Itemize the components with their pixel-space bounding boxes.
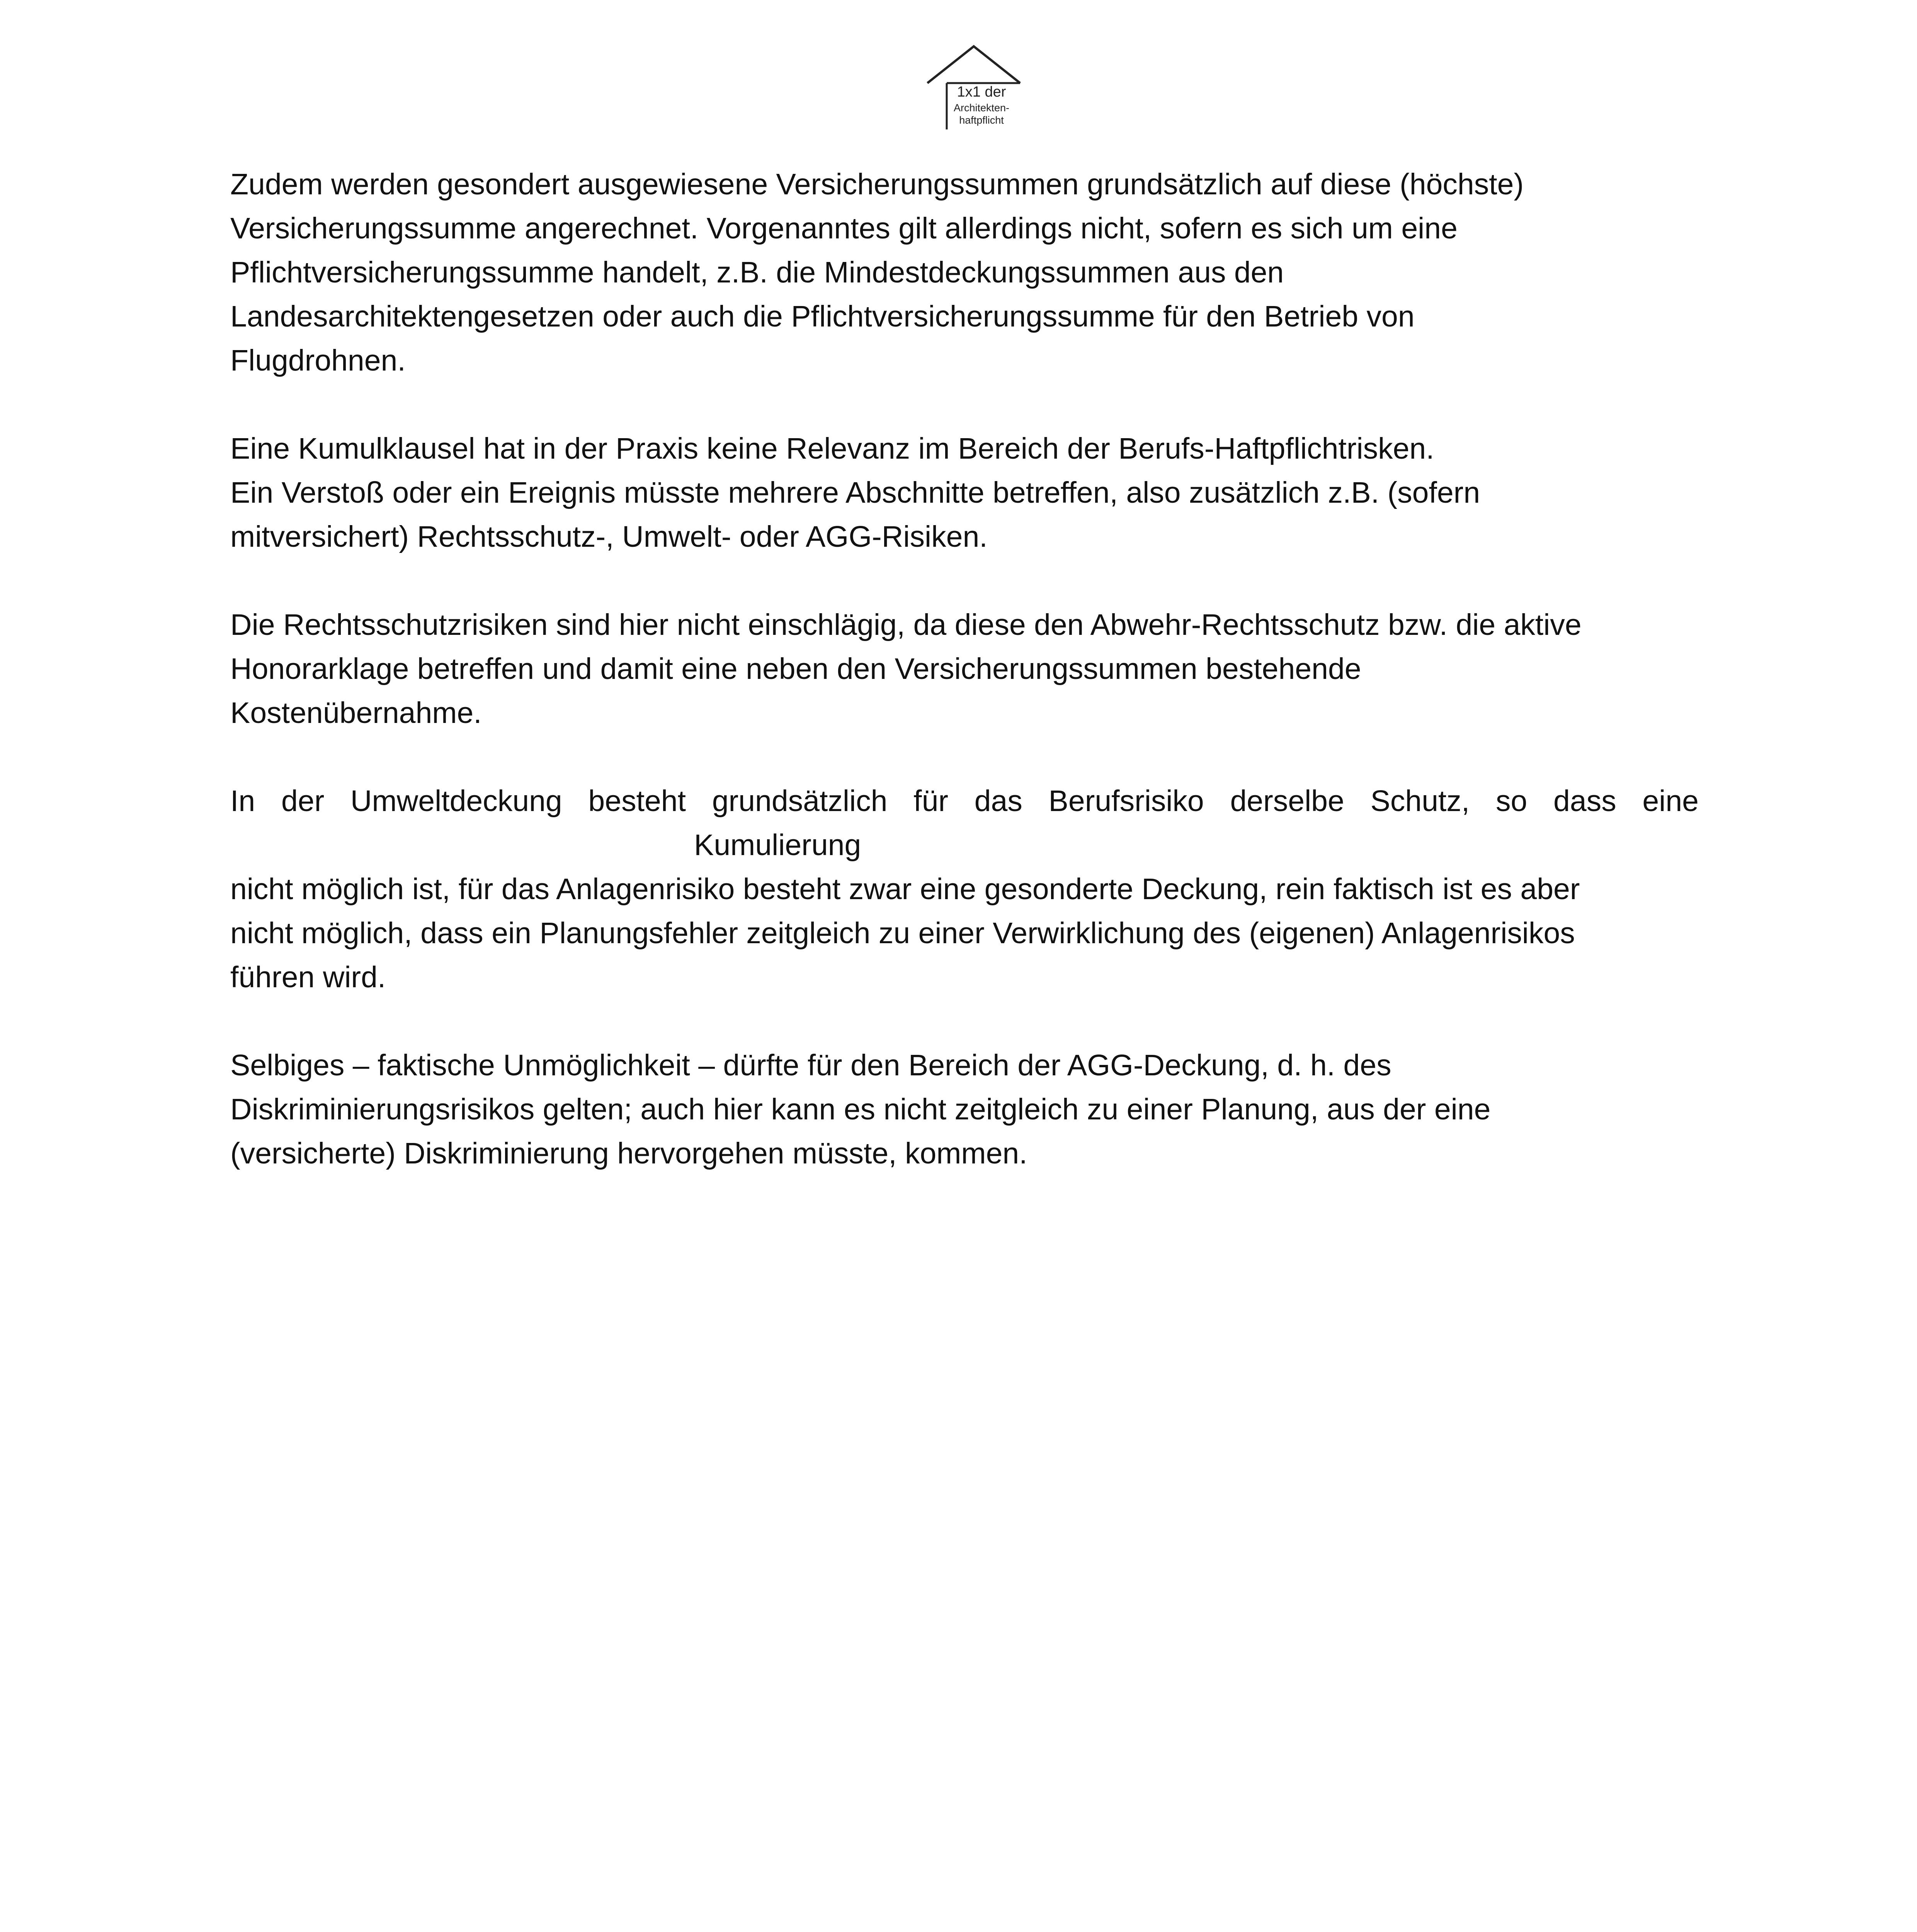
paragraph-2 [230,427,1699,559]
logo-line-3: haftpflicht [959,114,1004,126]
text-line: nicht möglich, dass ein Planungsfehler zeitgleich zu einer Verwirklichung des (eigenen) Anlagenrisikos [230,917,1575,950]
text-line: Pflichtversicherungssumme handelt, z.B. die Mindestdeckungssummen aus den [230,256,1284,289]
paragraph-4 [230,779,1699,999]
wrapped-word: Kumulierung [694,828,861,862]
text-line: mitversichert) Rechtsschutz-, Umwelt- oder AGG-Risiken. [230,520,988,553]
logo-line-2: Architekten- [953,102,1010,114]
house-logo [924,43,1024,131]
paragraph-1 [230,162,1699,383]
text-line: führen wird. [230,961,386,994]
paragraph-3 [230,603,1699,735]
text-line: Diskriminierungsrisikos gelten; auch hier kann es nicht zeitgleich zu einer Planung, aus der eine [230,1093,1491,1126]
house-logo-icon [924,43,1024,131]
text-line: Kostenübernahme. [230,696,482,730]
page-body [230,162,1699,1219]
text-line: Versicherungssumme angerechnet. Vorgenanntes gilt allerdings nicht, sofern es sich um eine [230,212,1458,245]
text-line: Die Rechtsschutzrisiken sind hier nicht einschlägig, da diese den Abwehr-Rechtsschutz bzw. die aktive [230,608,1582,641]
logo-line-1: 1x1 der [957,84,1006,100]
text-line: Honorarklage betreffen und damit eine neben den Versicherungssummen bestehende [230,652,1361,685]
text-line: Selbiges – faktische Unmöglichkeit – dürfte für den Bereich der AGG-Deckung, d. h. des [230,1049,1391,1082]
text-line: Eine Kumulklausel hat in der Praxis keine Relevanz im Bereich der Berufs-Haftpflichtrisken. [230,432,1434,465]
text-line: Landesarchitektengesetzen oder auch die Pflichtversicherungssumme für den Betrieb von [230,300,1415,333]
text-line: Flugdrohnen. [230,344,406,377]
text-line: (versicherte) Diskriminierung hervorgehen müsste, kommen. [230,1137,1027,1170]
justified-text-line: In der Umweltdeckung besteht grundsätzlich für das Berufsrisiko derselbe Schutz, so dass eine [230,784,1699,818]
text-line: Ein Verstoß oder ein Ereignis müsste mehrere Abschnitte betreffen, also zusätzlich z.B. (sofern [230,476,1480,509]
text-line: Zudem werden gesondert ausgewiesene Versicherungssummen grundsätzlich auf diese (höchste) [230,168,1524,201]
paragraph-5 [230,1043,1699,1175]
text-line: nicht möglich ist, für das Anlagenrisiko besteht zwar eine gesonderte Deckung, rein faktisch ist es aber [230,872,1580,906]
